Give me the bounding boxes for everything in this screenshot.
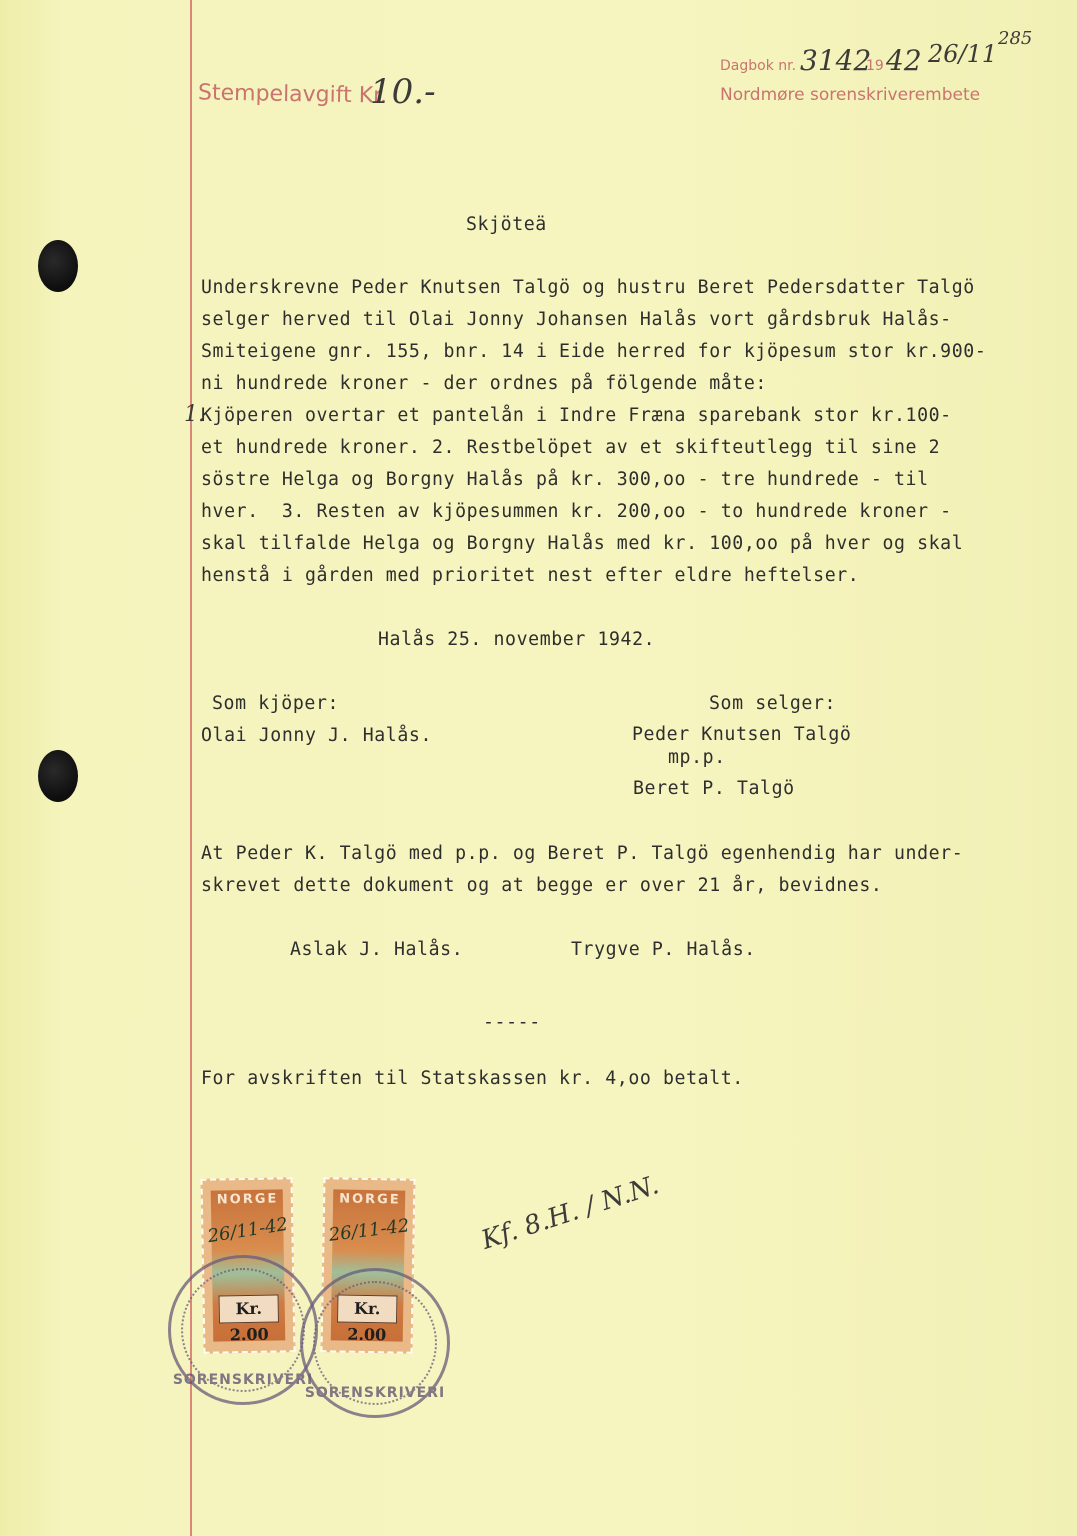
body-line: et hundrede kroner. 2. Restbelöpet av et skifteutlegg til sine 2 — [201, 437, 941, 458]
stamp-value: Kr. 2.00 — [219, 1294, 279, 1323]
witness-1: Aslak J. Halås. — [290, 939, 464, 960]
seller-label: Som selger: — [709, 693, 837, 714]
seller-name-2: Beret P. Talgö — [633, 778, 795, 799]
body-line: Underskrevne Peder Knutsen Talgö og hustru Beret Pedersdatter Talgö — [201, 277, 975, 298]
seller-name-1: Peder Knutsen Talgö — [632, 724, 852, 745]
body-line: hver. 3. Resten av kjöpesummen kr. 200,oo - to hundrede kroner - — [201, 501, 952, 522]
dagbok-number: 3142 — [800, 44, 872, 77]
punch-hole-bottom — [38, 750, 78, 802]
dagbok-label: Dagbok nr. — [720, 58, 797, 74]
witness-line: At Peder K. Talgö med p.p. og Beret P. Talgö egenhendig har under- — [201, 843, 964, 864]
body-line: skal tilfalde Helga og Borgny Halås med kr. 100,oo på hver og skal — [201, 533, 964, 554]
dagbok-year: 42 — [886, 44, 922, 77]
witness-line: skrevet dette dokument og at begge er over 21 år, bevidnes. — [201, 875, 883, 896]
office-seal — [300, 1268, 450, 1418]
stamp-fee-value: 10.- — [370, 72, 436, 112]
body-line: selger herved til Olai Jonny Johansen Halås vort gårdsbruk Halås- — [201, 309, 952, 330]
stamp-country: NORGE — [216, 1191, 279, 1208]
body-line: ni hundrede kroner - der ordnes på fölgende måte: — [201, 373, 767, 394]
place-date: Halås 25. november 1942. — [378, 629, 656, 650]
body-line: söstre Helga og Borgny Halås på kr. 300,oo - tre hundrede - til — [201, 469, 929, 490]
witness-2: Trygve P. Halås. — [571, 939, 756, 960]
seller-mpp: mp.p. — [668, 747, 726, 768]
dagbok-date: 26/11 — [928, 40, 998, 68]
handwritten-initials: Kf. 8.H. / N.N. — [477, 1170, 663, 1256]
buyer-name: Olai Jonny J. Halås. — [201, 725, 432, 746]
seal-text: SORENSKRIVERI — [172, 1372, 314, 1388]
stamp-cancel-date: 26/11-42 — [206, 1213, 290, 1248]
separator: ----- — [483, 1012, 541, 1033]
stamp-country: NORGE — [339, 1191, 401, 1208]
office-seal — [168, 1255, 318, 1405]
stamp-fee-label: Stempelavgift Kr. — [197, 80, 388, 109]
seal-text: SORENSKRIVERI — [304, 1385, 446, 1401]
office-stamp: Nordmøre sorenskriverembete — [720, 85, 981, 105]
body-line: henstå i gården med prioritet nest efter eldre heftelser. — [201, 565, 860, 586]
stamp-value: Kr. 2.00 — [337, 1294, 397, 1323]
punch-hole-top — [38, 240, 78, 292]
body-line: Smiteigene gnr. 155, bnr. 14 i Eide herred for kjöpesum stor kr.900- — [201, 341, 987, 362]
fee-note: For avskriften til Statskassen kr. 4,oo betalt. — [201, 1068, 744, 1089]
page-number: 285 — [998, 28, 1033, 49]
list-marker: 1. — [184, 402, 205, 427]
dagbok-year-prefix: 19 — [866, 58, 884, 74]
body-line: Kjöperen overtar et pantelån i Indre Fræna sparebank stor kr.100- — [201, 405, 952, 426]
document-title: Skjöteä — [466, 214, 547, 235]
stamp-cancel-date: 26/11-42 — [327, 1215, 411, 1246]
buyer-label: Som kjöper: — [212, 693, 340, 714]
